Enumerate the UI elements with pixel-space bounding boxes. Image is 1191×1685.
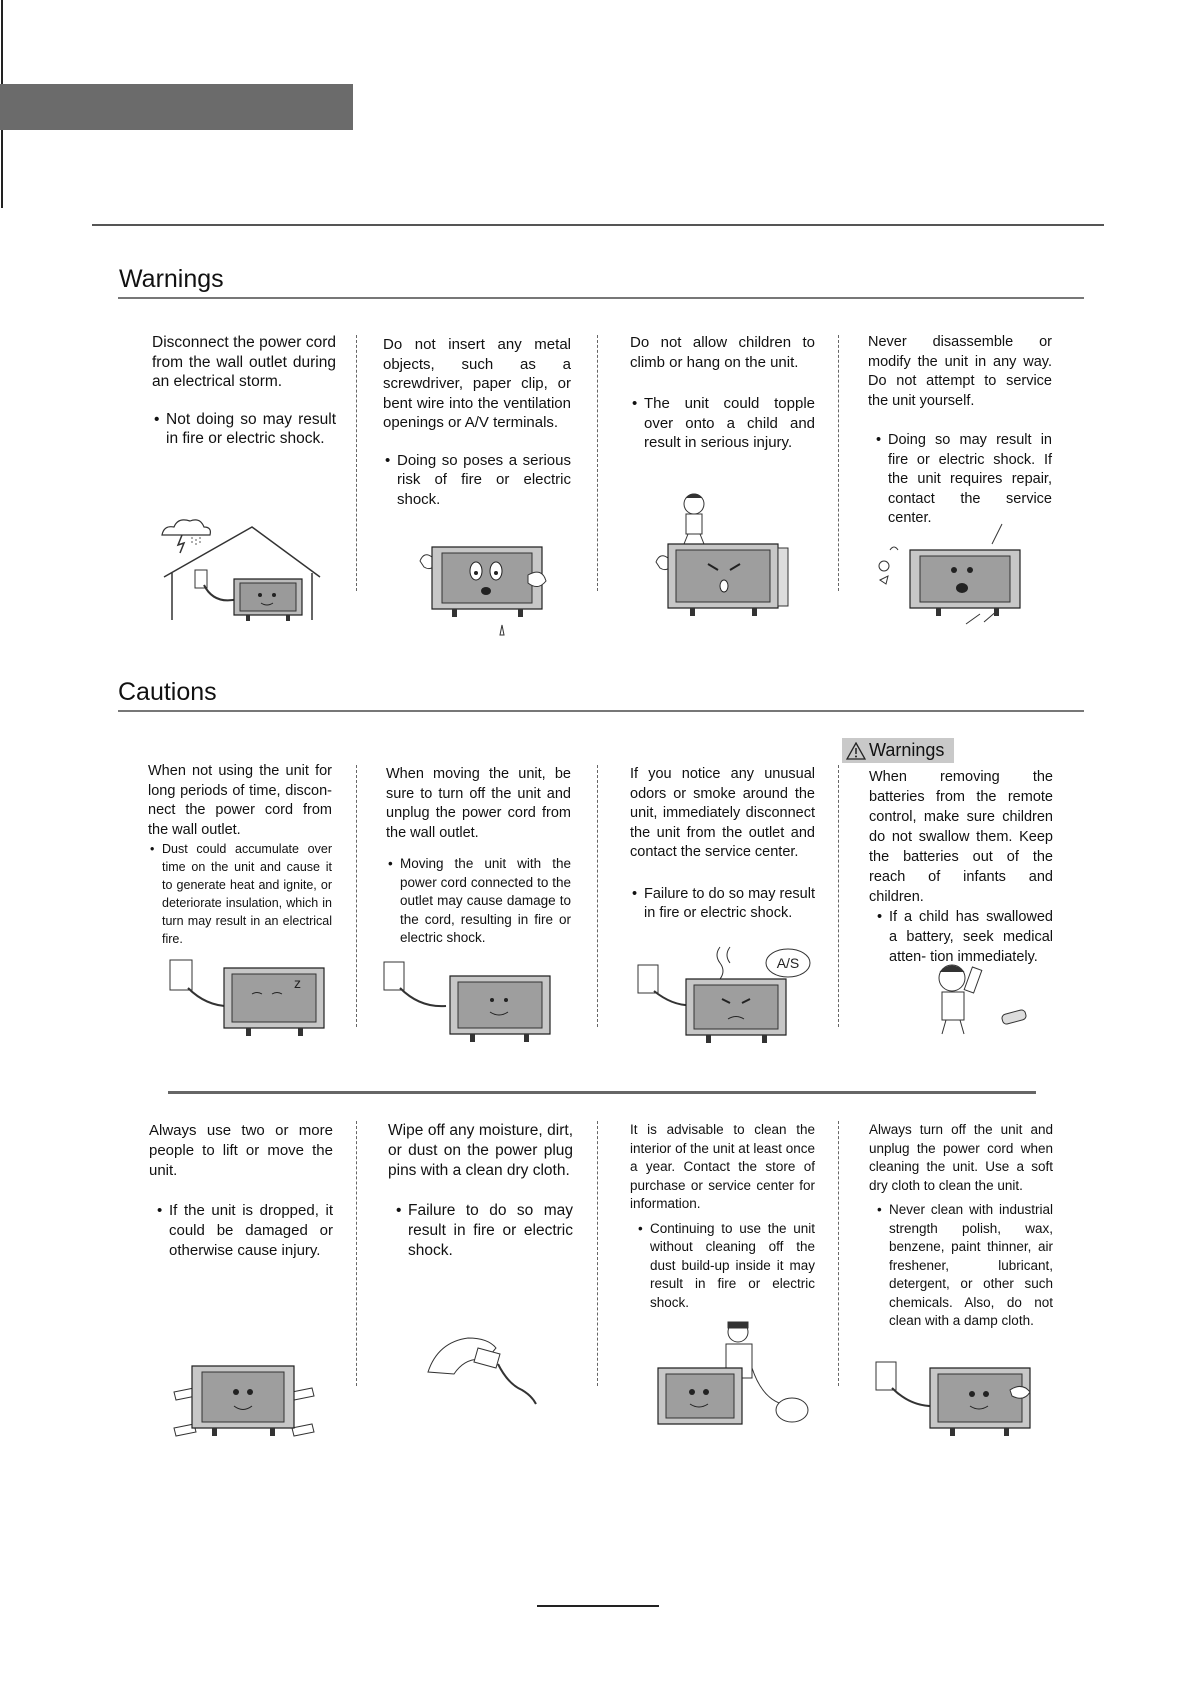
caution-item-1-lead: When not using the unit for long periods of time, discon- nect the power cord from the wall outlet.	[148, 763, 332, 838]
unplug-sleep-illustration	[168, 958, 328, 1046]
service-bubble-label: A/S	[776, 955, 800, 971]
moving-unit-illustration	[382, 960, 562, 1050]
warning-item-1-bullet: • Not doing so may result in fire or electric shock.	[152, 410, 336, 449]
warnings-section-rule	[118, 297, 1084, 299]
warnings-badge-label: Warnings	[869, 740, 945, 760]
warning-item-4-bullet: • Doing so may result in fire or electric shock. If the unit requires repair, contact the service center.	[874, 431, 1052, 529]
warnings-divider-2	[597, 335, 598, 591]
warning-item-4	[868, 333, 1052, 529]
caution-item-6-lead: Wipe off any moisture, dirt, or dust on the power plug pins with a clean dry cloth.	[388, 1122, 573, 1179]
tv-icon	[432, 547, 542, 617]
caution-item-2-lead: When moving the unit, be sure to turn off the unit and unplug the power cord from the wall outlet.	[386, 766, 571, 841]
wipe-plug-illustration	[426, 1322, 546, 1406]
page-number-rule	[537, 1605, 659, 1607]
caution-item-1-bullet: • Dust could accumulate over time on the unit and cause it to generate heat and ignite, or deteriorate insulation, which in turn may result in an electrical fire.	[148, 840, 332, 948]
caution-item-2-bullet: • Moving the unit with the power cord connected to the outlet may cause damage to the cord, resulting in fire or electric shock.	[386, 855, 571, 948]
tv-icon	[658, 1368, 742, 1424]
tv-icon	[450, 976, 550, 1042]
warnings-section-title: Warnings	[119, 265, 224, 293]
plug-icon	[876, 1362, 938, 1406]
caution-item-8	[869, 1121, 1053, 1331]
warnings-divider-1	[356, 335, 357, 591]
header-bar	[0, 84, 353, 130]
tv-icon	[192, 1366, 294, 1436]
caution-item-2	[386, 765, 571, 948]
smoke-icon	[717, 947, 730, 979]
caution-item-7	[630, 1121, 815, 1312]
warnings-divider-3	[838, 335, 839, 591]
svg-text:z: z	[294, 975, 301, 991]
cautions-row1-divider-3	[838, 765, 839, 1027]
caution-item-8-bullet: • Never clean with industrial strength polish, wax, benzene, paint thinner, air freshener, lubricant, detergent, or other such chemicals. Also, do not clean with a damp cloth.	[875, 1201, 1053, 1331]
vacuum-icon	[752, 1368, 808, 1422]
cautions-section-rule	[118, 710, 1084, 712]
caution-item-3-bullet: • Failure to do so may result in fire or electric shock.	[630, 885, 815, 924]
two-people-lift-illustration	[172, 1362, 317, 1444]
caution-item-1	[148, 762, 332, 948]
metal-object-illustration	[416, 545, 561, 645]
cautions-row2-divider-2	[597, 1121, 598, 1386]
child-battery-illustration	[920, 960, 1030, 1050]
cautions-row2-divider-3	[838, 1121, 839, 1386]
tools-icon	[879, 547, 898, 584]
cautions-section-title: Cautions	[118, 678, 217, 706]
caution-item-7-bullet: • Continuing to use the unit without cleaning off the dust build-up inside it may result in fire or electric shock.	[636, 1220, 815, 1313]
child-climbing-illustration	[654, 492, 814, 644]
warning-item-4-lead: Never disassemble or modify the unit in any way. Do not attempt to service the unit yourself.	[868, 334, 1052, 409]
warning-item-1-lead: Disconnect the power cord from the wall outlet during an electrical storm.	[152, 334, 336, 390]
warning-item-2-lead: Do not insert any metal objects, such as a screwdriver, paper clip, or bent wire into the ventilation openings or A/V terminals.	[383, 336, 571, 431]
remote-icon	[964, 967, 982, 993]
cautions-row2-divider-1	[356, 1121, 357, 1386]
interior-cleaning-illustration	[656, 1318, 816, 1428]
tv-icon	[224, 968, 324, 1036]
top-rule	[92, 224, 1104, 226]
tv-icon	[668, 544, 788, 616]
caution-item-3-lead: If you notice any unusual odors or smoke around the unit, immediately disconnect the unit from the outlet and contact the service center.	[630, 766, 815, 860]
warning-item-3	[630, 333, 815, 453]
cautions-row1-divider-1	[356, 765, 357, 1027]
caution-item-6-bullet: • Failure to do so may result in fire or electric shock.	[394, 1201, 573, 1261]
caution-item-8-lead: Always turn off the unit and unplug the power cord when cleaning the unit. Use a soft dry cloth to clean the unit.	[869, 1122, 1053, 1193]
plug-icon	[474, 1348, 536, 1404]
cautions-row1-divider-2	[597, 765, 598, 1027]
screwdriver-icon	[500, 625, 504, 635]
warning-item-3-bullet: • The unit could topple over onto a child and result in serious injury.	[630, 394, 815, 453]
plug-icon	[195, 570, 238, 600]
warning-item-2	[383, 335, 571, 509]
warning-item-1	[152, 333, 336, 449]
tv-icon	[234, 579, 302, 621]
storm-cloud-icon	[162, 520, 210, 553]
unplug-clean-illustration	[874, 1360, 1034, 1450]
caution-item-4	[869, 767, 1053, 967]
tv-icon	[910, 550, 1020, 616]
disassemble-illustration	[870, 520, 1030, 635]
caution-item-5-lead: Always use two or more people to lift or move the unit.	[149, 1122, 333, 1179]
child-icon	[684, 494, 704, 544]
caution-item-4-lead: When removing the batteries from the remote control, make sure children do not swallow them. Keep the batteries out of the reach of infants and children.	[869, 769, 1053, 905]
plug-icon	[384, 962, 446, 1006]
storm-house-illustration	[160, 515, 330, 625]
tv-icon	[686, 979, 786, 1043]
caution-item-5	[149, 1121, 333, 1261]
caution-item-3	[630, 765, 815, 924]
warnings-badge	[842, 738, 954, 763]
tools-icon	[966, 610, 998, 624]
warning-triangle-icon	[846, 742, 866, 760]
hand-icon	[528, 572, 546, 586]
caution-item-5-bullet: • If the unit is dropped, it could be damaged or otherwise cause injury.	[155, 1201, 333, 1261]
warning-item-3-lead: Do not allow children to climb or hang on the unit.	[630, 334, 815, 371]
warning-item-2-bullet: • Doing so poses a serious risk of fire or electric shock.	[383, 451, 571, 510]
caution-item-4-bullet: • If a child has swallowed a battery, seek medical atten- tion immediately.	[875, 907, 1053, 967]
caution-item-7-lead: It is advisable to clean the interior of the unit at least once a year. Contact the store of purchase or service center for information.	[630, 1122, 815, 1211]
child-icon	[939, 965, 965, 1034]
tv-icon	[930, 1368, 1030, 1436]
cautions-mid-rule	[168, 1091, 1036, 1094]
smoke-service-illustration	[636, 945, 812, 1045]
battery-icon	[1001, 1009, 1027, 1025]
caution-item-6	[388, 1121, 573, 1261]
